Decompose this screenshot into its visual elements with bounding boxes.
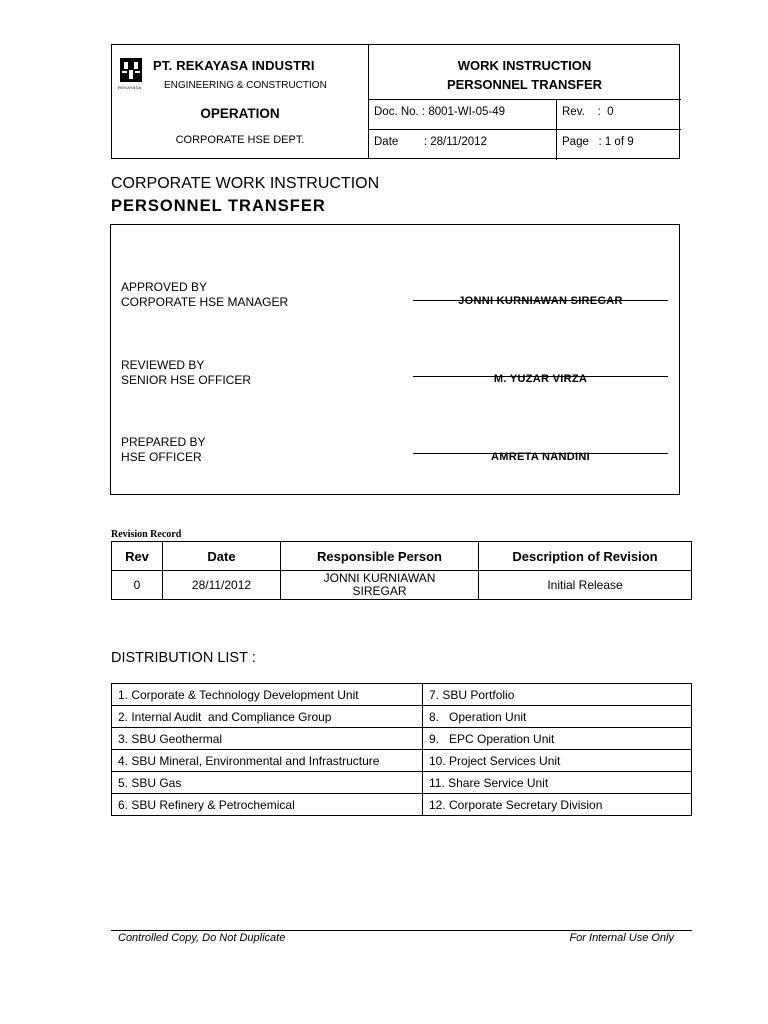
page-number: Page : 1 of 9	[562, 136, 634, 148]
distribution-item: 7. SBU Portfolio	[423, 684, 692, 706]
document-title: CORPORATE WORK INSTRUCTION	[111, 175, 380, 192]
operation-label: OPERATION	[200, 106, 280, 121]
approver-name: JONNI KURNIAWAN SIREGAR	[458, 295, 623, 307]
role-line: PREPARED BY	[121, 435, 206, 449]
company-name: PT. REKAYASA INDUSTRI	[153, 58, 315, 73]
distribution-item: 4. SBU Mineral, Environmental and Infrastructure	[112, 750, 423, 772]
document-subtitle: PERSONNEL TRANSFER	[111, 197, 326, 215]
work-instruction-title	[368, 56, 681, 94]
department-label: CORPORATE HSE DEPT.	[175, 134, 305, 146]
distribution-item: 5. SBU Gas	[112, 772, 423, 794]
document-date: Date : 28/11/2012	[374, 136, 487, 148]
rev-cell: 0	[112, 571, 163, 600]
approval-box	[110, 224, 680, 495]
distribution-item: 8. Operation Unit	[423, 706, 692, 728]
column-header: Date	[163, 542, 281, 571]
footer-divider	[111, 930, 692, 931]
column-header: Rev	[112, 542, 163, 571]
reviewer-role	[121, 358, 251, 388]
distribution-list-title: DISTRIBUTION LIST :	[111, 650, 256, 666]
revision-number: Rev. : 0	[562, 106, 614, 118]
table-row	[112, 571, 692, 600]
description-cell: Initial Release	[479, 571, 692, 600]
preparer-name: AMRETA NANDINI	[491, 451, 590, 463]
preparer-role	[121, 435, 205, 465]
company-division: ENGINEERING & CONSTRUCTION	[164, 80, 327, 91]
distribution-item: 2. Internal Audit and Compliance Group	[112, 706, 423, 728]
role-title: HSE OFFICER	[121, 450, 202, 464]
distribution-item: 10. Project Services Unit	[423, 750, 692, 772]
divider	[368, 99, 681, 100]
document-number: Doc. No. : 8001-WI-05-49	[374, 106, 506, 118]
footer-controlled-copy: Controlled Copy, Do Not Duplicate	[118, 932, 286, 944]
column-header: Responsible Person	[281, 542, 479, 571]
divider	[556, 99, 557, 160]
distribution-list-table	[111, 683, 692, 816]
person-line: JONNI KURNIAWAN	[323, 571, 436, 585]
distribution-item: 12. Corporate Secretary Division	[423, 794, 692, 816]
footer-internal-use: For Internal Use Only	[569, 932, 674, 944]
role-line: APPROVED BY	[121, 280, 208, 294]
role-title: SENIOR HSE OFFICER	[121, 373, 252, 387]
revision-record-caption: Revision Record	[111, 529, 182, 540]
distribution-item: 9. EPC Operation Unit	[423, 728, 692, 750]
reviewer-name: M. YUZAR VIRZA	[493, 373, 588, 385]
column-header: Description of Revision	[479, 542, 692, 571]
person-line: SIREGAR	[352, 584, 407, 598]
table-header-row	[112, 542, 692, 571]
table-row	[112, 794, 692, 816]
date-cell: 28/11/2012	[163, 571, 281, 600]
divider	[368, 129, 681, 130]
role-line: REVIEWED BY	[121, 358, 205, 372]
table-row	[112, 706, 692, 728]
distribution-item: 1. Corporate & Technology Development Unit	[112, 684, 423, 706]
role-title: CORPORATE HSE MANAGER	[121, 295, 289, 309]
wi-title-line2: PERSONNEL TRANSFER	[446, 77, 603, 92]
person-cell	[281, 571, 479, 600]
revision-record-table	[111, 541, 692, 600]
table-row	[112, 684, 692, 706]
approver-role	[121, 280, 288, 310]
wi-title-line1: WORK INSTRUCTION	[457, 58, 592, 73]
table-row	[112, 772, 692, 794]
table-row	[112, 750, 692, 772]
distribution-item: 6. SBU Refinery & Petrochemical	[112, 794, 423, 816]
distribution-item: 3. SBU Geothermal	[112, 728, 423, 750]
table-row	[112, 728, 692, 750]
document-header	[111, 44, 680, 159]
logo-caption: REKAYASA	[118, 85, 142, 90]
distribution-item: 11. Share Service Unit	[423, 772, 692, 794]
